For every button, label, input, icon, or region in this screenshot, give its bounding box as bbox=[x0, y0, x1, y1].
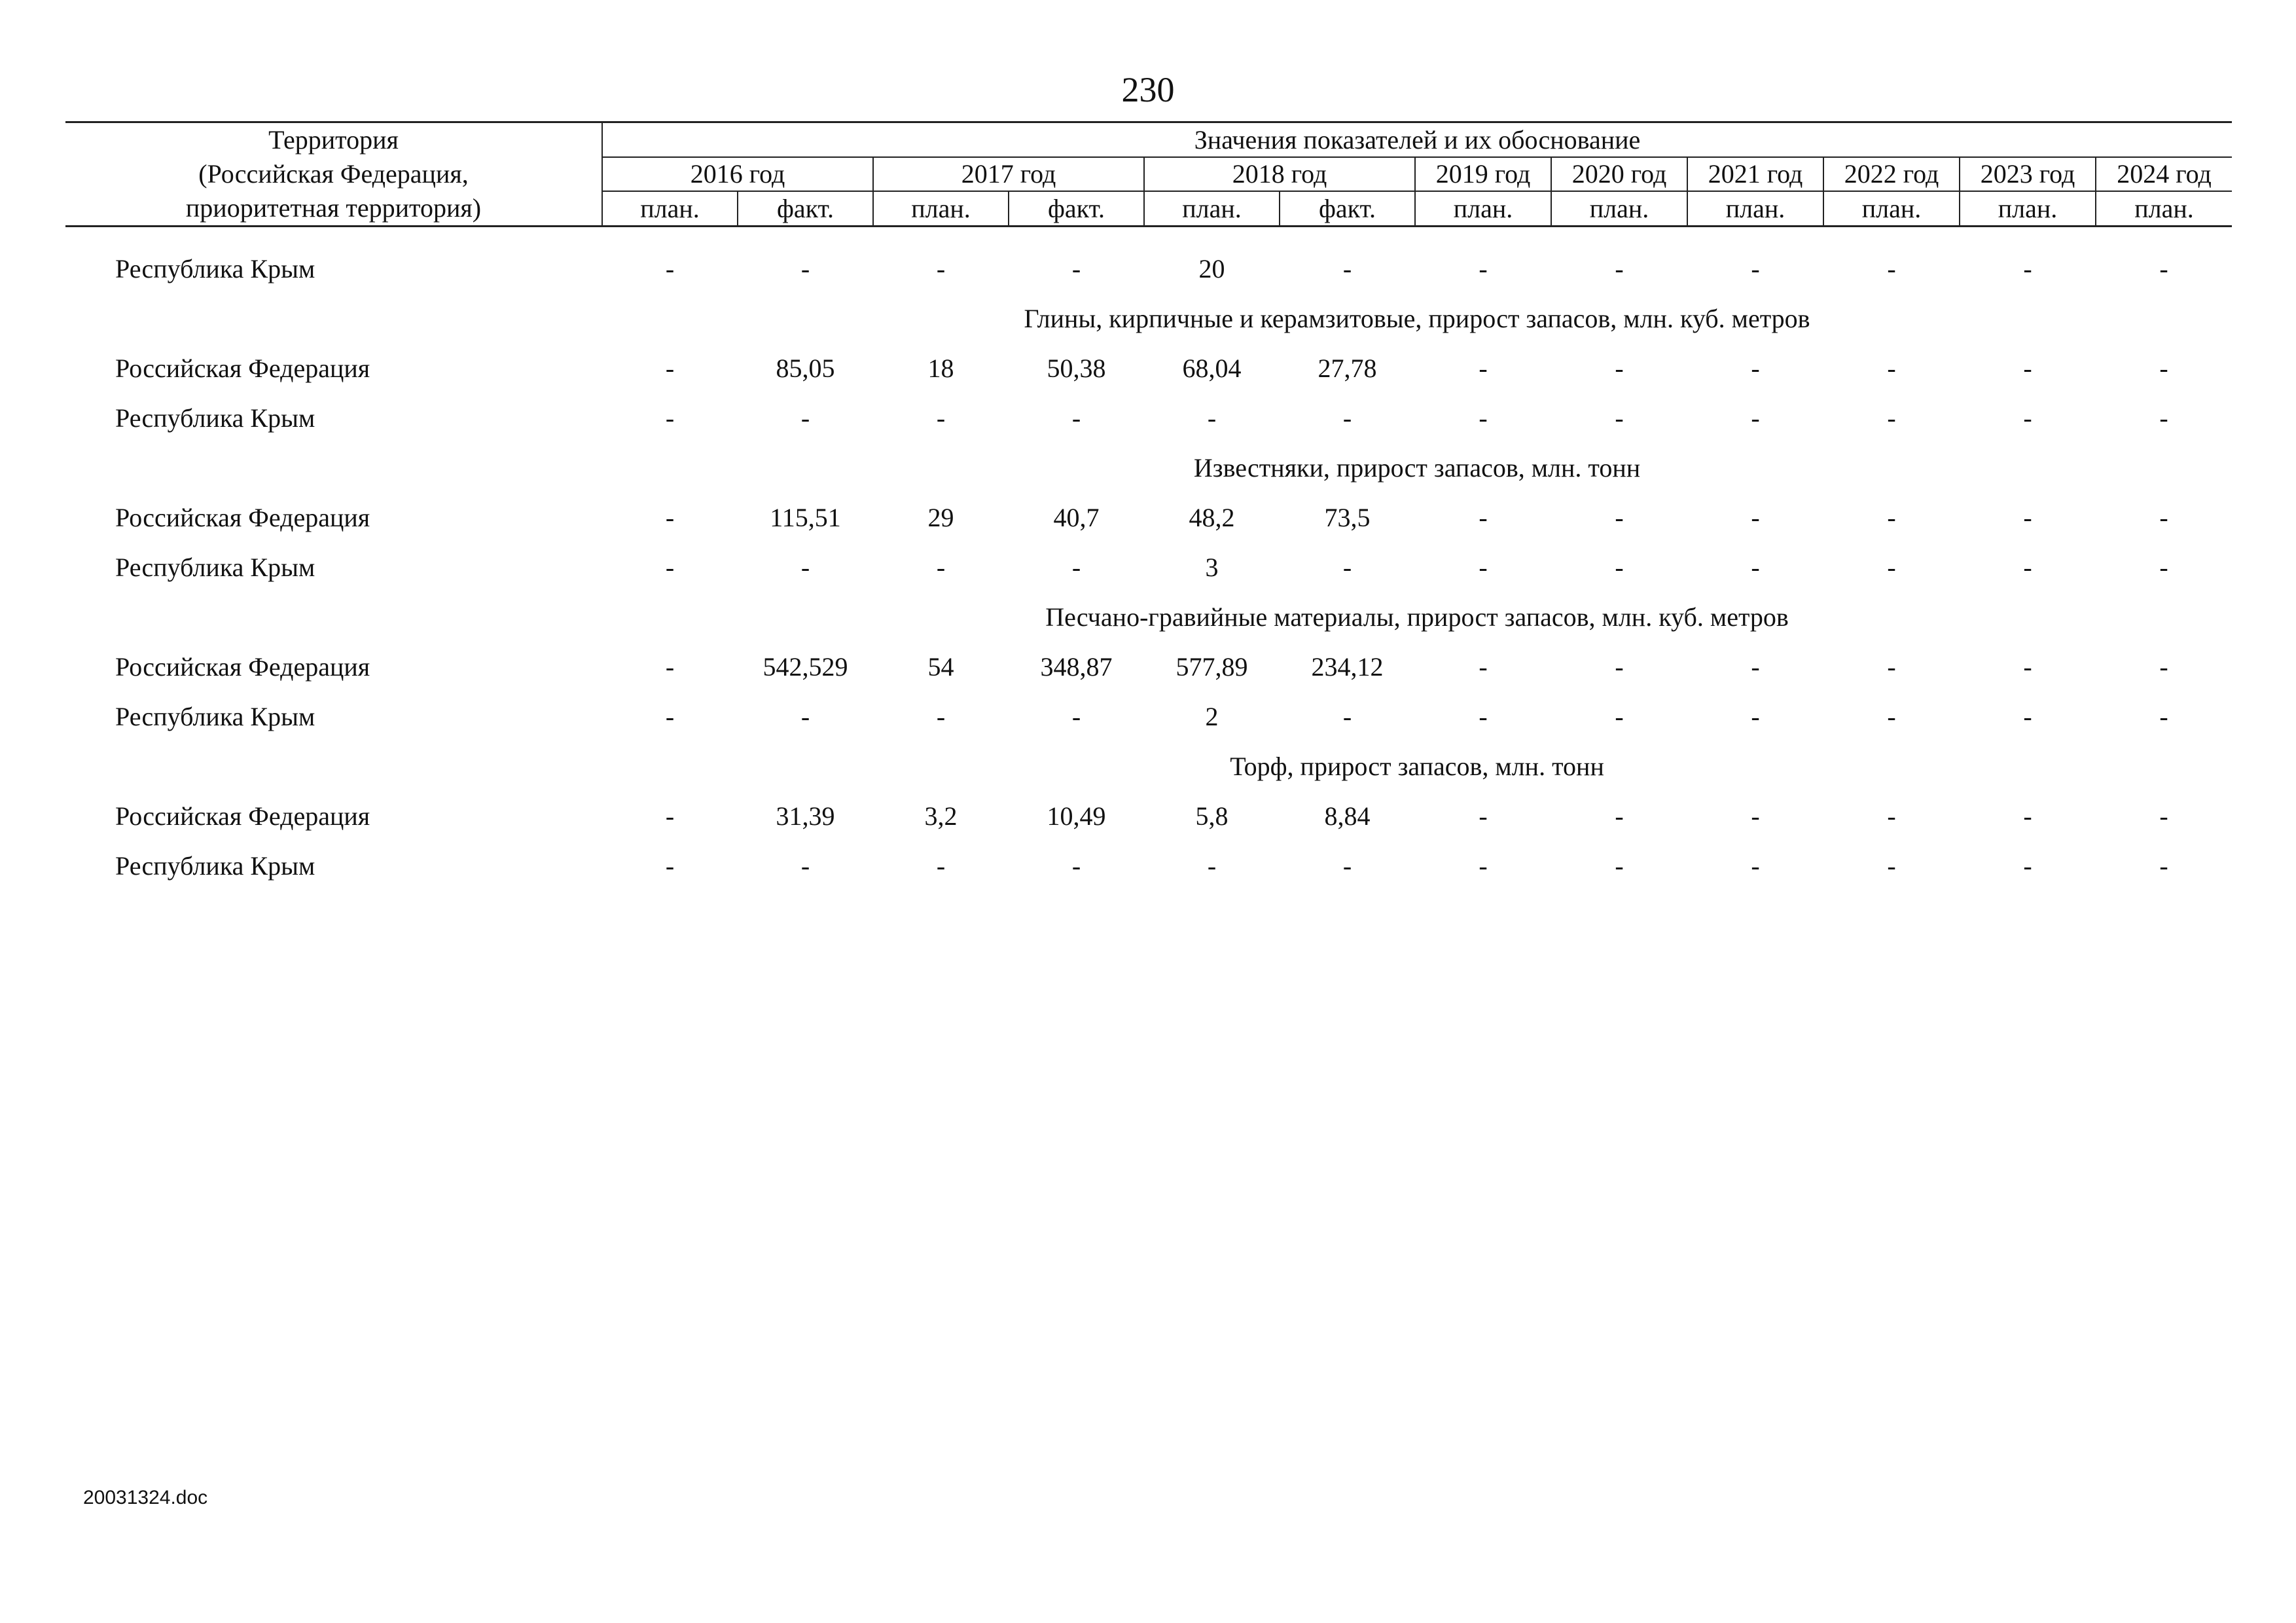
value-cell: - bbox=[1615, 851, 1624, 881]
value-cell: - bbox=[665, 801, 675, 831]
plan-subheader: план. bbox=[1687, 191, 1823, 227]
value-cell: - bbox=[2159, 403, 2168, 433]
header-row-group bbox=[65, 122, 2232, 158]
value-cell: - bbox=[665, 254, 675, 283]
value-cell: - bbox=[2159, 851, 2168, 881]
value-cell: - bbox=[1479, 403, 1488, 433]
value-cell: 68,04 bbox=[1182, 354, 1242, 383]
section-title: Известняки, прирост запасов, млн. тонн bbox=[1193, 453, 1641, 483]
section-title: Глины, кирпичные и керамзитовые, прирост запасов, млн. куб. метров bbox=[1024, 304, 1810, 333]
section-title-row bbox=[65, 593, 2232, 642]
value-cell: - bbox=[1071, 553, 1081, 582]
table-header bbox=[65, 122, 2232, 227]
value-cell: - bbox=[2023, 354, 2032, 383]
value-cell: 20 bbox=[1198, 254, 1225, 283]
value-cell: - bbox=[1071, 702, 1081, 731]
section-blank-cell bbox=[65, 443, 602, 493]
value-cell: - bbox=[1342, 702, 1352, 731]
value-cell: 10,49 bbox=[1047, 801, 1106, 831]
value-cell: - bbox=[936, 403, 946, 433]
section-title: Торф, прирост запасов, млн. тонн bbox=[1230, 752, 1604, 781]
territory-cell: Республика Крым bbox=[115, 254, 315, 283]
value-cell: - bbox=[1071, 851, 1081, 881]
value-cell: - bbox=[2023, 503, 2032, 532]
value-cell: - bbox=[1479, 354, 1488, 383]
value-cell: - bbox=[1615, 254, 1624, 283]
table-row bbox=[65, 543, 2232, 593]
year-header: 2024 год bbox=[2096, 157, 2232, 191]
value-cell: - bbox=[2159, 652, 2168, 682]
value-cell: - bbox=[1751, 652, 1760, 682]
value-cell: 54 bbox=[927, 652, 954, 682]
value-cell: - bbox=[1342, 553, 1352, 582]
value-cell: - bbox=[800, 403, 810, 433]
value-cell: - bbox=[1342, 254, 1352, 283]
value-cell: 8,84 bbox=[1324, 801, 1371, 831]
value-cell: - bbox=[1751, 553, 1760, 582]
value-cell: 5,8 bbox=[1195, 801, 1229, 831]
fact-subheader: факт. bbox=[1009, 191, 1144, 227]
value-cell: - bbox=[800, 851, 810, 881]
territory-header-line-1: Территория bbox=[65, 122, 602, 158]
value-cell: - bbox=[665, 503, 675, 532]
table-row bbox=[65, 692, 2232, 742]
year-header: 2022 год bbox=[1823, 157, 1960, 191]
value-cell: - bbox=[936, 553, 946, 582]
indicators-table-container bbox=[65, 121, 2232, 891]
table-row bbox=[65, 493, 2232, 543]
value-cell: - bbox=[1479, 254, 1488, 283]
year-header: 2019 год bbox=[1415, 157, 1551, 191]
value-cell: - bbox=[1342, 403, 1352, 433]
value-cell: - bbox=[1751, 702, 1760, 731]
table-row bbox=[65, 244, 2232, 294]
plan-subheader: план. bbox=[1551, 191, 1687, 227]
header-spacer bbox=[65, 227, 2232, 245]
plan-subheader: план. bbox=[602, 191, 738, 227]
value-cell: 18 bbox=[927, 354, 954, 383]
table-row bbox=[65, 393, 2232, 443]
territory-cell: Российская Федерация bbox=[115, 354, 370, 383]
value-cell: - bbox=[2023, 553, 2032, 582]
value-cell: 348,87 bbox=[1040, 652, 1113, 682]
territory-cell: Российская Федерация bbox=[115, 503, 370, 532]
year-header: 2016 год bbox=[602, 157, 873, 191]
section-title-row bbox=[65, 294, 2232, 344]
value-cell: 40,7 bbox=[1053, 503, 1100, 532]
value-cell: - bbox=[1479, 702, 1488, 731]
value-cell: - bbox=[1615, 801, 1624, 831]
plan-subheader: план. bbox=[873, 191, 1009, 227]
value-cell: 27,78 bbox=[1318, 354, 1377, 383]
table-row bbox=[65, 344, 2232, 393]
document-id: 20031324.doc bbox=[83, 1487, 208, 1508]
table-body bbox=[65, 227, 2232, 892]
section-blank-cell bbox=[65, 294, 602, 344]
value-cell: - bbox=[1615, 702, 1624, 731]
value-cell: 234,12 bbox=[1311, 652, 1384, 682]
value-cell: - bbox=[1615, 553, 1624, 582]
fact-subheader: факт. bbox=[1280, 191, 1415, 227]
value-cell: - bbox=[2023, 403, 2032, 433]
value-cell: - bbox=[1615, 403, 1624, 433]
value-cell: - bbox=[1751, 354, 1760, 383]
value-cell: - bbox=[1479, 851, 1488, 881]
value-cell: - bbox=[665, 851, 675, 881]
value-cell: - bbox=[1751, 403, 1760, 433]
value-cell: - bbox=[2159, 702, 2168, 731]
value-cell: - bbox=[1207, 851, 1217, 881]
value-cell: 29 bbox=[927, 503, 954, 532]
indicators-table bbox=[65, 121, 2232, 891]
table-row bbox=[65, 792, 2232, 841]
section-title: Песчано-гравийные материалы, прирост запасов, млн. куб. метров bbox=[1045, 602, 1789, 632]
value-cell: - bbox=[1751, 503, 1760, 532]
value-cell: - bbox=[2023, 851, 2032, 881]
value-cell: - bbox=[665, 702, 675, 731]
value-cell: - bbox=[1751, 254, 1760, 283]
value-cell: - bbox=[665, 354, 675, 383]
value-cell: 115,51 bbox=[770, 503, 841, 532]
value-cell: - bbox=[1887, 403, 1896, 433]
value-cell: - bbox=[800, 702, 810, 731]
value-cell: 31,39 bbox=[776, 801, 835, 831]
value-cell: - bbox=[1615, 503, 1624, 532]
territory-cell: Республика Крым bbox=[115, 851, 315, 881]
value-cell: - bbox=[1071, 403, 1081, 433]
value-cell: - bbox=[1479, 652, 1488, 682]
value-cell: - bbox=[665, 553, 675, 582]
table-row bbox=[65, 841, 2232, 891]
value-cell: - bbox=[1887, 851, 1896, 881]
table-row bbox=[65, 642, 2232, 692]
section-blank-cell bbox=[65, 593, 602, 642]
value-cell: - bbox=[665, 403, 675, 433]
value-cell: 50,38 bbox=[1047, 354, 1106, 383]
year-header: 2023 год bbox=[1960, 157, 2096, 191]
value-cell: - bbox=[936, 851, 946, 881]
section-title-row bbox=[65, 443, 2232, 493]
plan-subheader: план. bbox=[1823, 191, 1960, 227]
plan-subheader: план. bbox=[1960, 191, 2096, 227]
value-cell: 73,5 bbox=[1324, 503, 1371, 532]
territory-cell: Российская Федерация bbox=[115, 801, 370, 831]
value-cell: - bbox=[1887, 254, 1896, 283]
value-cell: 3,2 bbox=[924, 801, 958, 831]
year-header: 2017 год bbox=[873, 157, 1144, 191]
value-cell: - bbox=[1887, 354, 1896, 383]
plan-subheader: план. bbox=[2096, 191, 2232, 227]
section-title-row bbox=[65, 742, 2232, 792]
year-header: 2018 год bbox=[1144, 157, 1415, 191]
value-cell: - bbox=[1751, 851, 1760, 881]
territory-header-line-3: приоритетная территория) bbox=[65, 191, 602, 227]
value-cell: 48,2 bbox=[1189, 503, 1235, 532]
value-cell: - bbox=[2023, 801, 2032, 831]
value-cell: - bbox=[2159, 254, 2168, 283]
value-cell: - bbox=[1479, 553, 1488, 582]
year-header: 2020 год bbox=[1551, 157, 1687, 191]
value-cell: - bbox=[936, 702, 946, 731]
value-cell: - bbox=[2159, 354, 2168, 383]
value-cell: - bbox=[2159, 503, 2168, 532]
value-cell: - bbox=[665, 652, 675, 682]
fact-subheader: факт. bbox=[738, 191, 873, 227]
value-cell: - bbox=[1479, 801, 1488, 831]
value-cell: - bbox=[1342, 851, 1352, 881]
section-blank-cell bbox=[65, 742, 602, 792]
value-cell: - bbox=[1887, 702, 1896, 731]
value-cell: - bbox=[1479, 503, 1488, 532]
value-cell: - bbox=[1071, 254, 1081, 283]
plan-subheader: план. bbox=[1415, 191, 1551, 227]
value-cell: - bbox=[2159, 801, 2168, 831]
value-cell: - bbox=[2159, 553, 2168, 582]
value-cell: - bbox=[936, 254, 946, 283]
value-cell: - bbox=[2023, 254, 2032, 283]
value-cell: 577,89 bbox=[1175, 652, 1248, 682]
plan-subheader: план. bbox=[1144, 191, 1280, 227]
value-cell: - bbox=[1615, 652, 1624, 682]
value-cell: - bbox=[1207, 403, 1217, 433]
territory-cell: Республика Крым bbox=[115, 403, 315, 433]
value-cell: - bbox=[1615, 354, 1624, 383]
territory-cell: Республика Крым bbox=[115, 553, 315, 582]
value-cell: - bbox=[800, 254, 810, 283]
value-cell: 542,529 bbox=[762, 652, 848, 682]
value-cell: - bbox=[2023, 702, 2032, 731]
territory-cell: Республика Крым bbox=[115, 702, 315, 731]
value-cell: - bbox=[2023, 652, 2032, 682]
value-cell: - bbox=[800, 553, 810, 582]
header-row-plan-fact bbox=[65, 191, 2232, 227]
value-cell: - bbox=[1887, 503, 1896, 532]
value-cell: - bbox=[1887, 652, 1896, 682]
values-group-header: Значения показателей и их обоснование bbox=[602, 122, 2232, 158]
year-header: 2021 год bbox=[1687, 157, 1823, 191]
value-cell: - bbox=[1887, 801, 1896, 831]
territory-header-line-2: (Российская Федерация, bbox=[65, 157, 602, 191]
value-cell: 3 bbox=[1205, 553, 1219, 582]
territory-cell: Российская Федерация bbox=[115, 652, 370, 682]
value-cell: - bbox=[1751, 801, 1760, 831]
page-number: 230 bbox=[1121, 70, 1175, 109]
value-cell: - bbox=[1887, 553, 1896, 582]
header-row-years bbox=[65, 157, 2232, 191]
value-cell: 2 bbox=[1205, 702, 1219, 731]
value-cell: 85,05 bbox=[776, 354, 835, 383]
